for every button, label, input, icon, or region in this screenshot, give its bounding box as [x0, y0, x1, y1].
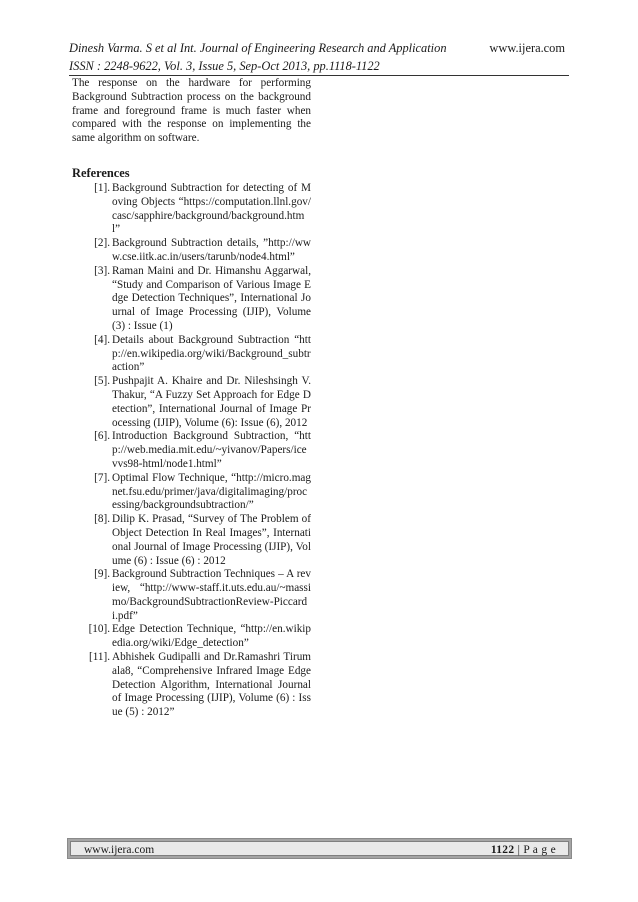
- reference-item: [72, 472, 311, 513]
- footer-panel: [70, 841, 569, 856]
- reference-text: Abhishek Gudipalli and Dr.Ramashri Tirumala8, “Comprehensive Infrared Image Edge Detection Algorithm, International Journal of Image Processing (IJIP), Volume (6) : Issue (5) : 2012”: [112, 651, 311, 719]
- intro-paragraph: The response on the hardware for performing Background Subtraction process on the background frame and foreground frame is much faster when compared with the response on implementing the same algorithm on software.: [72, 77, 311, 145]
- reference-text: Dilip K. Prasad, “Survey of The Problem of Object Detection In Real Images”, International Journal of Image Processing (IJIP), Volume (6) : Issue (6) : 2012: [112, 513, 311, 567]
- reference-item: [72, 334, 311, 375]
- reference-text: Raman Maini and Dr. Himanshu Aggarwal, “Study and Comparison of Various Image Edge Detection Techniques”, International Journal of Image Processing (IJIP), Volume (3) : Issue (1): [112, 264, 311, 332]
- left-column: [72, 77, 311, 720]
- reference-number: [9].: [94, 568, 110, 581]
- footer-page-indicator: [491, 844, 556, 857]
- reference-item: [72, 237, 311, 265]
- page-footer: [67, 838, 572, 859]
- reference-text: Edge Detection Technique, “http://en.wikipedia.org/wiki/Edge_detection”: [112, 623, 311, 650]
- reference-item: [72, 182, 311, 237]
- reference-text: Background Subtraction for detecting of Moving Objects “https://computation.llnl.gov/casc/sapphire/background/background.html”: [112, 181, 311, 236]
- reference-number: [8].: [94, 513, 110, 526]
- reference-number: [7].: [94, 471, 110, 484]
- journal-citation-line: Dinesh Varma. S et al Int. Journal of Engineering Research and Application: [69, 41, 447, 55]
- reference-item: [72, 568, 311, 623]
- footer-website-link[interactable]: www.ijera.com: [84, 844, 155, 856]
- header-website-link[interactable]: www.ijera.com: [489, 41, 565, 55]
- reference-text: Pushpajit A. Khaire and Dr. Nileshsingh V. Thakur, “A Fuzzy Set Approach for Edge Detection”, International Journal of Image Processing (IJIP), Volume (6): Issue (6), 2012: [112, 375, 311, 429]
- reference-number: [10].: [88, 623, 110, 636]
- reference-text: Optimal Flow Technique, “http://micro.magnet.fsu.edu/primer/java/digitalimaging/processing/backgroundsubtraction/”: [112, 471, 311, 512]
- reference-item: [72, 651, 311, 720]
- page-number: 1122: [490, 844, 515, 856]
- reference-number: [2].: [94, 237, 110, 250]
- reference-number: [6].: [94, 430, 110, 443]
- reference-number: [3].: [94, 264, 110, 277]
- reference-number: [5].: [94, 375, 110, 388]
- reference-item: [72, 265, 311, 334]
- page-label: | P a g e: [514, 844, 556, 856]
- references-heading: References: [72, 165, 130, 180]
- reference-number: [11].: [88, 651, 110, 664]
- journal-issn-line: ISSN : 2248-9622, Vol. 3, Issue 5, Sep-Oct 2013, pp.1118-1122: [69, 59, 380, 73]
- reference-text: Background Subtraction details, ”http://www.cse.iitk.ac.in/users/tarunb/node4.html”: [112, 237, 311, 263]
- reference-number: [4].: [94, 333, 110, 346]
- reference-item: [72, 513, 311, 568]
- header-divider: [69, 75, 569, 76]
- reference-item: [72, 623, 311, 651]
- reference-text: Introduction Background Subtraction, “http://web.media.mit.edu/~yivanov/Papers/icevvs98-html/node1.html”: [112, 430, 311, 470]
- reference-number: [1].: [94, 181, 110, 194]
- reference-text: Details about Background Subtraction “http://en.wikipedia.org/wiki/Background_subtraction”: [112, 333, 311, 374]
- reference-item: [72, 430, 311, 471]
- journal-header: [69, 39, 489, 75]
- reference-text: Background Subtraction Techniques – A review, “http://www-staff.it.uts.edu.au/~massimo/BackgroundSubtractionReview-Piccardi.pdf”: [112, 568, 311, 622]
- reference-item: [72, 375, 311, 430]
- reference-list: [72, 182, 311, 720]
